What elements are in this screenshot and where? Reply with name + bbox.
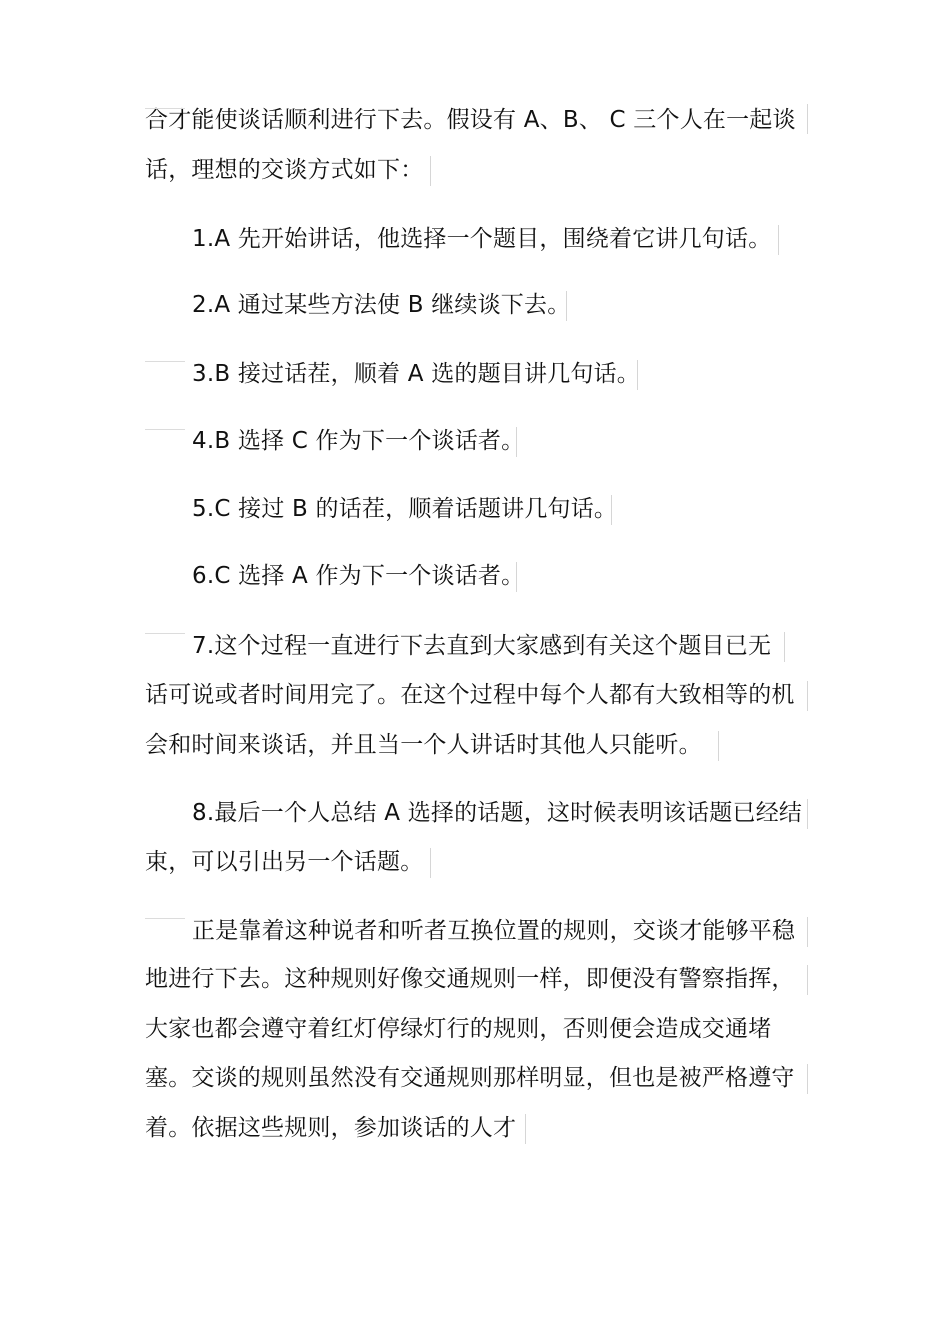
text-line: 会和时间来谈话，并且当一个人讲话时其他人只能听。 (145, 732, 702, 758)
text-line: 大家也都会遵守着红灯停绿灯行的规则，否则便会造成交通堵 (145, 1016, 772, 1042)
line-marker (637, 360, 638, 390)
list-item: 7.这个过程一直进行下去直到大家感到有关这个题目已无 (192, 633, 772, 659)
list-item: 6.C 选择 A 作为下一个谈话者。 (192, 563, 525, 589)
line-marker (566, 291, 567, 321)
line-marker (807, 104, 808, 134)
list-item: 3.B 接过话茬，顺着 A 选的题目讲几句话。 (192, 361, 640, 387)
text-line: 地进行下去。这种规则好像交通规则一样，即便没有警察指挥， (145, 966, 795, 992)
line-marker (430, 156, 431, 186)
line-marker (778, 225, 779, 255)
line-marker (807, 681, 808, 711)
text-line: 塞。交谈的规则虽然没有交通规则那样明显，但也是被严格遵守 (145, 1065, 795, 1091)
list-item: 1.A 先开始讲话，他选择一个题目，围绕着它讲几句话。 (192, 226, 772, 252)
paragraph-line: 正是靠着这种说者和听者互换位置的规则，交谈才能够平稳 (192, 918, 796, 944)
line-marker (807, 965, 808, 995)
line-marker (516, 562, 517, 592)
line-marker (525, 1114, 526, 1144)
text-line: 话可说或者时间用完了。在这个过程中每个人都有大致相等的机 (145, 682, 795, 708)
line-marker (611, 495, 612, 525)
text-line: 话，理想的交谈方式如下： (145, 157, 424, 183)
list-item: 8.最后一个人总结 A 选择的话题，这时候表明该话题已经结 (192, 800, 803, 826)
line-marker (145, 633, 185, 634)
list-item: 2.A 通过某些方法使 B 继续谈下去。 (192, 292, 571, 318)
line-marker (784, 632, 785, 662)
line-marker (807, 799, 808, 829)
line-marker (145, 361, 185, 362)
line-marker (145, 429, 185, 430)
line-marker (807, 917, 808, 947)
line-marker (807, 1064, 808, 1094)
line-marker (718, 731, 719, 761)
line-marker (145, 918, 185, 919)
line-marker (516, 427, 517, 457)
list-item: 4.B 选择 C 作为下一个谈话者。 (192, 428, 525, 454)
text-line: 束，可以引出另一个话题。 (145, 849, 424, 875)
line-marker (145, 108, 185, 109)
line-marker (430, 848, 431, 878)
text-line: 着。依据这些规则，参加谈话的人才 (145, 1115, 517, 1141)
text-line: 合才能使谈话顺利进行下去。假设有 A、B、 C 三个人在一起谈 (145, 107, 796, 133)
list-item: 5.C 接过 B 的话茬，顺着话题讲几句话。 (192, 496, 618, 522)
